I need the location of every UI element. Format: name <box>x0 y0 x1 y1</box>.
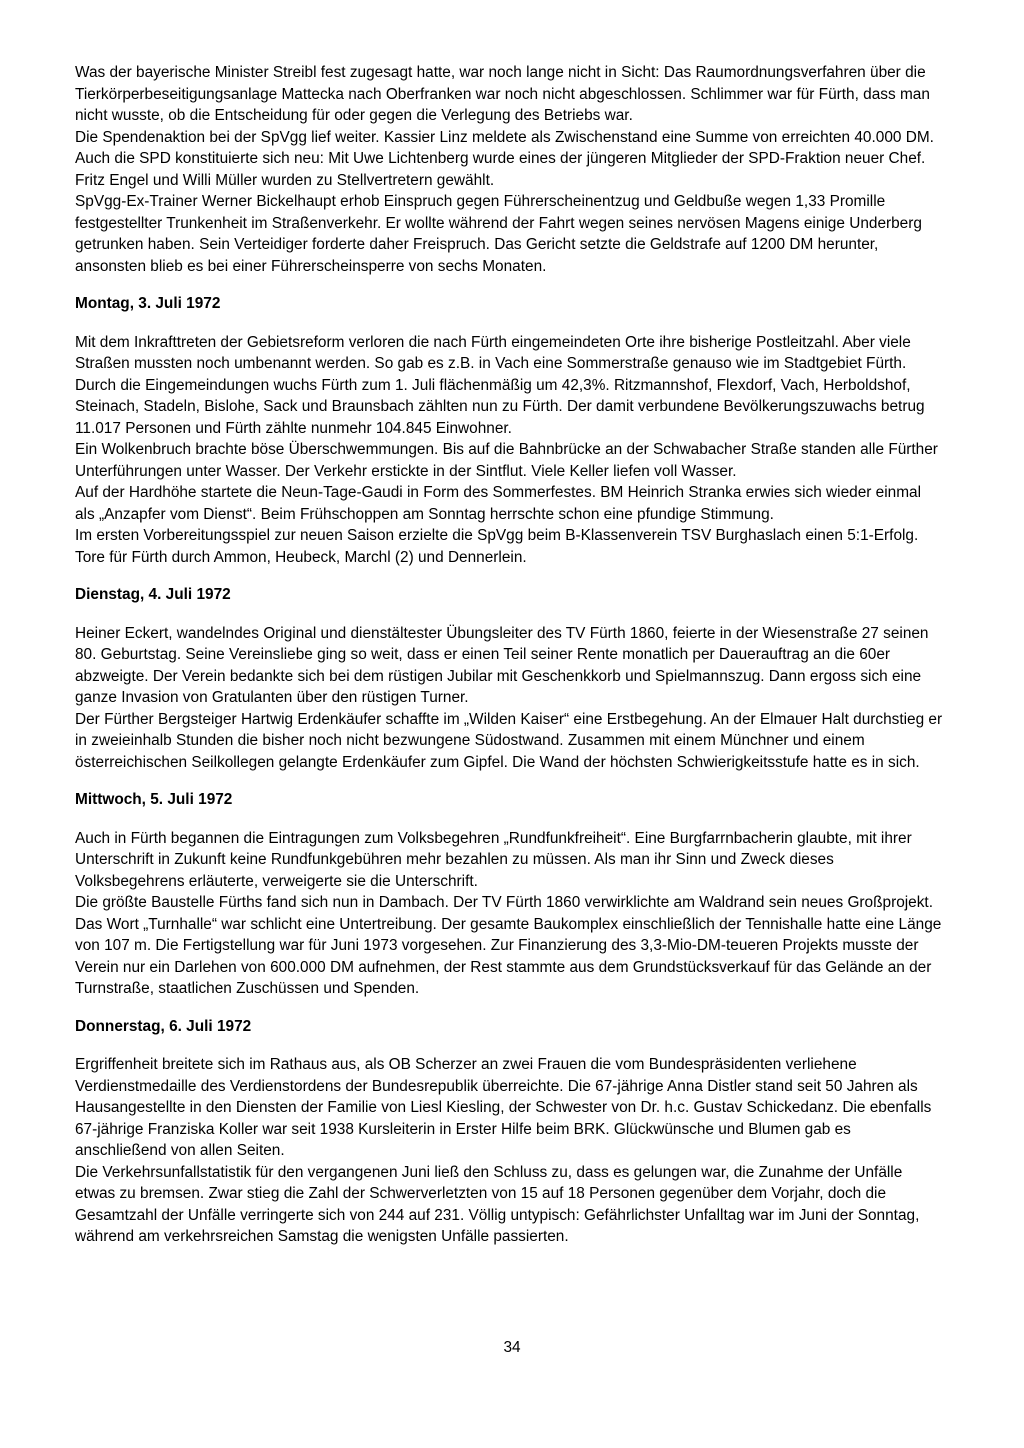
section-intro <box>75 62 944 277</box>
section-tuesday <box>75 584 944 773</box>
paragraph: Im ersten Vorbereitungsspiel zur neuen Saison erzielte die SpVgg beim B-Klassenverein TSV Burghaslach einen 5:1-Erfolg. Tore für Fürth durch Ammon, Heubeck, Marchl (2) und Dennerlein. <box>75 527 919 566</box>
paragraph: Die Verkehrsunfallstatistik für den vergangenen Juni ließ den Schluss zu, dass es gelungen war, die Zunahme der Unfälle etwas zu bremsen. Zwar stieg die Zahl der Schwerverletzten von 15 auf 18 Personen gegenüber dem Vorjahr, doch die Gesamtzahl der Unfälle verringerte sich von 244 auf 231. Völlig untypisch: Gefährlichster Unfalltag war im Juni der Sonntag, während am verkehrsreichen Samstag die wenigsten Unfälle passierten. <box>75 1163 920 1245</box>
paragraph: Ein Wolkenbruch brachte böse Überschwemmungen. Bis auf die Bahnbrücke an der Schwabacher Straße standen alle Fürther Unterführungen unter Wasser. Der Verkehr erstickte in der Sintflut. Viele Keller liefen voll Wasser. <box>75 441 938 480</box>
paragraph: Was der bayerische Minister Streibl fest zugesagt hatte, war noch lange nicht in Sicht: Das Raumordnungsverfahren über die Tierkörperbeseitigungsanlage Mattecka nach Oberfranken war noch nicht abgeschlossen. Schlimmer war für Fürth, dass man nicht wusste, ob die Entscheidung für oder gegen die Verlegung des Betriebs war. <box>75 64 930 124</box>
paragraph: SpVgg-Ex-Trainer Werner Bickelhaupt erhob Einspruch gegen Führerscheinentzug und Geldbuße wegen 1,33 Promille festgestellter Trunkenheit im Straßenverkehr. Er wollte während der Fahrt wegen seines nervösen Magens einige Underberg getrunken haben. Sein Verteidiger forderte daher Freispruch. Das Gericht setzte die Geldstrafe auf 1200 DM herunter, ansonsten blieb es bei einer Führerscheinsperre von sechs Monaten. <box>75 193 922 275</box>
paragraph: Mit dem Inkrafttreten der Gebietsreform verloren die nach Fürth eingemeindeten Orte ihre bisherige Postleitzahl. Aber viele Straßen mussten noch umbenannt werden. So gab es z.B. in Vach eine Sommerstraße genauso wie im Stadtgebiet Fürth. <box>75 333 911 372</box>
paragraph: Die Spendenaktion bei der SpVgg lief weiter. Kassier Linz meldete als Zwischenstand eine Summe von erreichten 40.000 DM. <box>75 128 934 146</box>
paragraph: Auf der Hardhöhe startete die Neun-Tage-Gaudi in Form des Sommerfestes. BM Heinrich Stranka erwies sich wieder einmal als „Anzapfer vom Dienst“. Beim Frühschoppen am Sonntag herrschte schon eine pfundige Stimmung. <box>75 484 921 523</box>
paragraph: Heiner Eckert, wandelndes Original und dienstältester Übungsleiter des TV Fürth 1860, feierte in der Wiesenstraße 27 seinen 80. Geburtstag. Seine Vereinsliebe ging so weit, dass er einen Teil seiner Rente monatlich per Dauerauftrag an die 60er abzweigte. Der Verein bedankte sich bei dem rüstigen Jubilar mit Geschenkkorb und Spielmannszug. Dann ergoss sich eine ganze Invasion von Gratulanten über den rüstigen Turner. <box>75 624 929 706</box>
section-monday <box>75 293 944 568</box>
paragraph: Auch die SPD konstituierte sich neu: Mit Uwe Lichtenberg wurde eines der jüngeren Mitglieder der SPD-Fraktion neuer Chef. Fritz Engel und Willi Müller wurden zu Stellvertretern gewählt. <box>75 150 926 189</box>
page-content <box>75 62 944 1248</box>
paragraph: Der Fürther Bergsteiger Hartwig Erdenkäufer schaffte im „Wilden Kaiser“ eine Erstbegehung. An der Elmauer Halt durchstieg er in zweieinhalb Stunden die bisher noch nicht bezwungene Südostwand. Zusammen mit einem Münchner und einem österreichischen Seilkollegen gelangte Erdenkäufer zum Gipfel. Die Wand der höchsten Schwierigkeitsstufe hatte es in sich. <box>75 710 943 771</box>
section-heading: Montag, 3. Juli 1972 <box>75 295 221 312</box>
section-heading: Donnerstag, 6. Juli 1972 <box>75 1017 252 1035</box>
page-number: 34 <box>503 1338 521 1356</box>
section-heading: Dienstag, 4. Juli 1972 <box>75 586 231 603</box>
section-wednesday <box>75 789 944 1000</box>
section-heading: Mittwoch, 5. Juli 1972 <box>75 791 233 808</box>
paragraph: Die größte Baustelle Fürths fand sich nun in Dambach. Der TV Fürth 1860 verwirklichte am Waldrand sein neues Großprojekt. Das Wort „Turnhalle“ war schlicht eine Untertreibung. Der gesamte Baukomplex einschließlich der Tennishalle hatte eine Länge von 107 m. Die Fertigstellung war für Juni 1973 vorgesehen. Zur Finanzierung des 3,3-Mio-DM-teueren Projekts musste der Verein nur ein Darlehen von 600.000 DM aufnehmen, der Rest stammte aus dem Grundstücksverkauf für das Gelände an der Turnstraße, staatlichen Zuschüssen und Spenden. <box>75 894 942 997</box>
paragraph: Durch die Eingemeindungen wuchs Fürth zum 1. Juli flächenmäßig um 42,3%. Ritzmannshof, Flexdorf, Vach, Herboldshof, Steinach, Stadeln, Bislohe, Sack und Braunsbach zählten nun zu Fürth. Der damit verbundene Bevölkerungszuwachs betrug 11.017 Personen und Fürth zählte nunmehr 104.845 Einwohner. <box>75 376 925 437</box>
paragraph: Ergriffenheit breitete sich im Rathaus aus, als OB Scherzer an zwei Frauen die vom Bundespräsidenten verliehene Verdienstmedaille des Verdienstordens der Bundesrepublik überreichte. Die 67-jährige Anna Distler stand seit 50 Jahren als Hausangestellte in den Diensten der Familie von Liesl Kiesling, der Schwester von Dr. h.c. Gustav Schickedanz. Die ebenfalls 67-jährige Franziska Koller war seit 1938 Kursleiterin in Erster Hilfe beim BRK. Glückwünsche und Blumen gab es anschließend von allen Seiten. <box>75 1056 932 1159</box>
paragraph: Auch in Fürth begannen die Eintragungen zum Volksbegehren „Rundfunkfreiheit“. Eine Burgfarrnbacherin glaubte, mit ihrer Unterschrift in Zukunft keine Rundfunkgebühren mehr bezahlen zu müssen. Als man ihr Sinn und Zweck dieses Volksbegehrens erläuterte, verweigerte sie die Unterschrift. <box>75 829 912 890</box>
section-thursday <box>75 1016 944 1248</box>
